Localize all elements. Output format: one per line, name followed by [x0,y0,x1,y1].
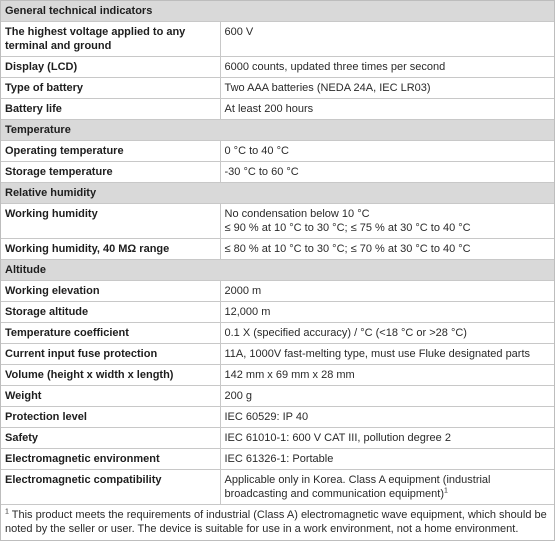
table-row [1,365,554,386]
spec-value [220,162,554,183]
spec-value [220,449,554,470]
spec-value [220,141,554,162]
section-header: Relative humidity [1,183,554,204]
spec-value-line: 12,000 m [224,306,271,318]
section-header-row [1,183,554,204]
spec-label: Safety [1,428,220,449]
spec-label: Electromagnetic environment [1,449,220,470]
spec-value-line: 0.1 X (specified accuracy) / °C (<18 °C or >28 °C) [224,327,467,339]
spec-value-line: 142 mm x 69 mm x 28 mm [224,369,355,381]
spec-value-line: Two AAA batteries (NEDA 24A, IEC LR03) [224,82,431,94]
spec-value [220,22,554,57]
section-header-row [1,1,554,22]
spec-label: Temperature coefficient [1,323,220,344]
table-row [1,323,554,344]
spec-value [220,323,554,344]
spec-table-body [1,1,554,505]
table-row [1,428,554,449]
spec-table [1,1,554,505]
spec-label: Volume (height x width x length) [1,365,220,386]
section-header: Altitude [1,260,554,281]
spec-value [220,99,554,120]
table-row [1,78,554,99]
spec-value [220,365,554,386]
spec-value [220,204,554,239]
table-row [1,386,554,407]
table-row [1,344,554,365]
spec-value-line: -30 °C to 60 °C [224,166,299,178]
spec-label: Protection level [1,407,220,428]
spec-label: Working humidity, 40 MΩ range [1,239,220,260]
spec-value-line: No condensation below 10 °C [224,208,370,220]
spec-label: Weight [1,386,220,407]
spec-label: Electromagnetic compatibility [1,470,220,505]
spec-value-line: 11A, 1000V fast-melting type, must use Fluke designated parts [224,348,531,360]
table-row [1,407,554,428]
spec-value [220,281,554,302]
spec-value [220,344,554,365]
spec-label: Current input fuse protection [1,344,220,365]
spec-value-line: 0 °C to 40 °C [224,145,289,157]
spec-value [220,407,554,428]
footnote-mark: 1 [5,508,9,516]
spec-value-line: Applicable only in Korea. Class A equipment (industrial broadcasting and communication equipment) [224,474,491,500]
spec-value-line: IEC 61010-1: 600 V CAT III, pollution degree 2 [224,432,451,444]
table-row [1,302,554,323]
spec-label: Type of battery [1,78,220,99]
spec-value [220,386,554,407]
spec-label: The highest voltage applied to any terminal and ground [1,22,220,57]
spec-value-line: ≤ 90 % at 10 °C to 30 °C; ≤ 75 % at 30 °C to 40 °C [224,222,471,234]
table-row [1,141,554,162]
table-row [1,99,554,120]
table-row [1,204,554,239]
table-row [1,449,554,470]
spec-value-line: ≤ 80 % at 10 °C to 30 °C; ≤ 70 % at 30 °C to 40 °C [224,243,471,255]
spec-value [220,470,554,505]
section-header-row [1,120,554,141]
spec-value-line: IEC 60529: IP 40 [224,411,309,423]
section-header-row [1,260,554,281]
table-row [1,22,554,57]
spec-label: Display (LCD) [1,57,220,78]
footnote-reference: 1 [444,487,448,495]
spec-value-line: 2000 m [224,285,262,297]
table-row [1,239,554,260]
table-row [1,281,554,302]
spec-value [220,239,554,260]
spec-value-line: 200 g [224,390,253,402]
spec-value-line: IEC 61326-1: Portable [224,453,334,465]
spec-value [220,302,554,323]
spec-label: Battery life [1,99,220,120]
spec-value [220,428,554,449]
spec-value [220,78,554,99]
spec-value [220,57,554,78]
section-header: General technical indicators [1,1,554,22]
spec-value-line: At least 200 hours [224,103,314,115]
spec-label: Working humidity [1,204,220,239]
table-row [1,57,554,78]
spec-value-line: 600 V [224,26,254,38]
section-header: Temperature [1,120,554,141]
spec-label: Storage temperature [1,162,220,183]
table-row [1,162,554,183]
footnote [1,505,554,540]
spec-label: Storage altitude [1,302,220,323]
table-row [1,470,554,505]
spec-label: Operating temperature [1,141,220,162]
spec-value-line: 6000 counts, updated three times per second [224,61,446,73]
spec-label: Working elevation [1,281,220,302]
footnote-text: This product meets the requirements of industrial (Class A) electromagnetic wave equipment, which should be noted by the seller or user. The device is suitable for use in a work environment, not a home environment. [5,509,547,535]
